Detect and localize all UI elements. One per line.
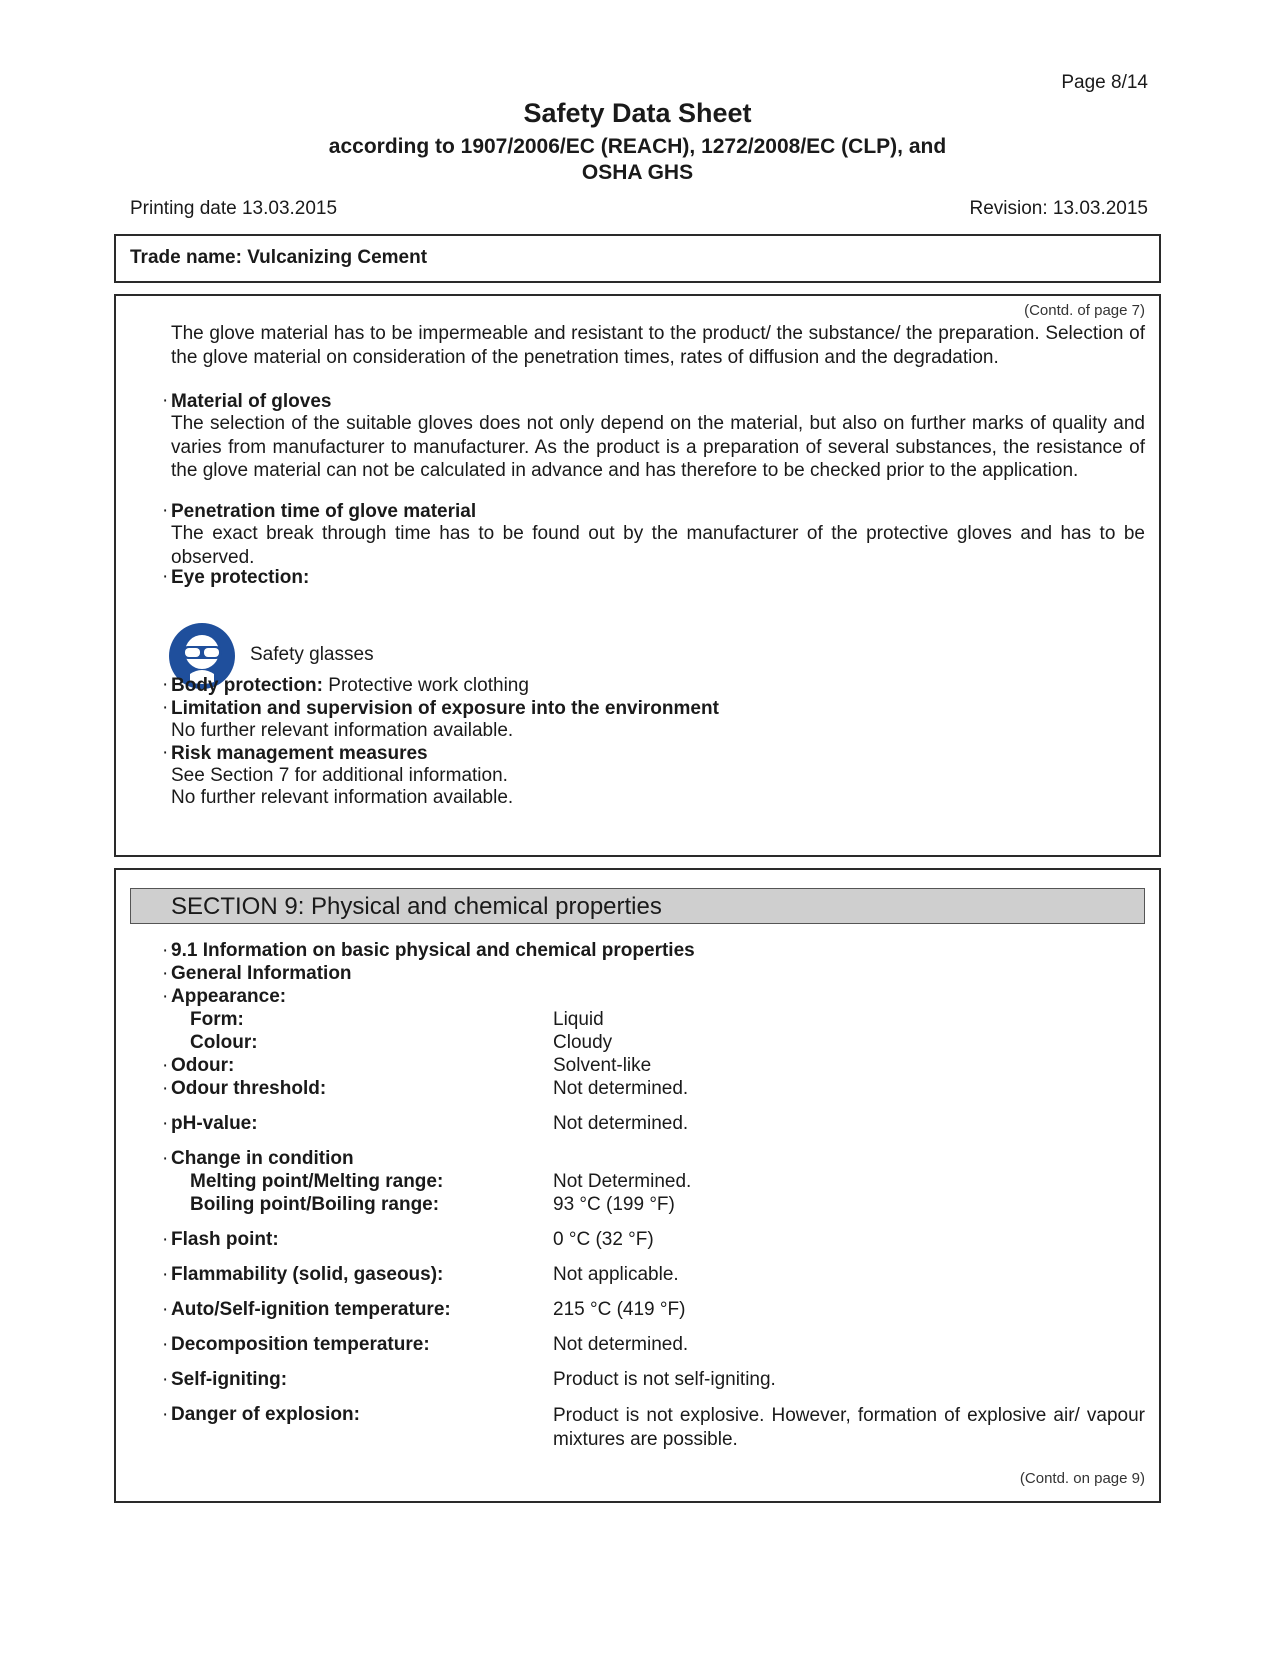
bullet: ·	[162, 1113, 169, 1134]
bullet: ·	[162, 1299, 169, 1320]
bullet: ·	[162, 674, 169, 695]
property-value: Liquid	[553, 1009, 604, 1030]
bullet: ·	[162, 1264, 169, 1285]
penetration-time-heading: Penetration time of glove material	[171, 501, 477, 522]
bullet: ·	[162, 1404, 169, 1425]
bullet: ·	[162, 500, 169, 521]
section-8-continuation	[114, 294, 1161, 857]
property-label: Form:	[190, 1009, 244, 1030]
contd-of-page: (Contd. of page 7)	[1024, 302, 1145, 319]
environment-exposure-heading: Limitation and supervision of exposure into the environment	[171, 698, 719, 719]
material-of-gloves-heading: Material of gloves	[171, 391, 332, 412]
property-value: Product is not explosive. However, formation of explosive air/ vapour mixtures are possible.	[553, 1405, 1145, 1450]
bullet: ·	[162, 986, 169, 1007]
property-label: Boiling point/Boiling range:	[190, 1194, 440, 1215]
bullet: ·	[162, 1078, 169, 1099]
glove-material-paragraph: The glove material has to be impermeable and resistant to the product/ the substance/ the preparation. Selection of the glove material on consideration of the penetration times, rates of diffusion and the degradation.	[171, 323, 1145, 368]
property-value: 93 °C (199 °F)	[553, 1194, 675, 1215]
material-of-gloves-paragraph: The selection of the suitable gloves does not only depend on the material, but also on further marks of quality and varies from manufacturer to manufacturer. As the product is a preparation of several substances, the resistance of the glove material can not be calculated in advance and has therefore to be checked prior to the application.	[171, 413, 1145, 481]
body-protection-heading: Body protection:	[171, 675, 323, 696]
property-value: Product is not self-igniting.	[553, 1369, 776, 1390]
property-value: Solvent-like	[553, 1055, 652, 1076]
risk-management-value-2: No further relevant information available.	[171, 787, 514, 808]
penetration-time-paragraph: The exact break through time has to be found out by the manufacturer of the protective gloves and has to be observed.	[171, 523, 1145, 568]
contd-on-page: (Contd. on page 9)	[1019, 1470, 1145, 1487]
page-number: Page 8/14	[1061, 72, 1148, 93]
section-9	[114, 868, 1161, 1503]
bullet: ·	[162, 566, 169, 587]
environment-exposure-value: No further relevant information available.	[171, 720, 514, 741]
sub-section-9-1: 9.1 Information on basic physical and chemical properties	[171, 940, 695, 961]
document-title: Safety Data Sheet	[523, 98, 752, 128]
property-label: Colour:	[190, 1032, 258, 1053]
body-protection-value: Protective work clothing	[323, 675, 529, 696]
trade-name: Trade name: Vulcanizing Cement	[130, 247, 428, 268]
bullet: ·	[162, 697, 169, 718]
eye-protection-heading: Eye protection:	[171, 567, 310, 588]
subtitle-line-2: OSHA GHS	[581, 161, 694, 184]
bullet: ·	[162, 1369, 169, 1390]
section-9-header	[130, 888, 1145, 924]
bullet: ·	[162, 1334, 169, 1355]
property-value: Not determined.	[553, 1113, 689, 1134]
property-label: Danger of explosion:	[171, 1404, 360, 1425]
bullet: ·	[162, 1148, 169, 1169]
property-label: Flammability (solid, gaseous):	[171, 1264, 444, 1285]
property-label: Odour threshold:	[171, 1078, 327, 1099]
property-label: Self-igniting:	[171, 1369, 288, 1390]
bullet: ·	[162, 1055, 169, 1076]
printing-date: Printing date 13.03.2015	[130, 198, 338, 219]
bullet: ·	[162, 940, 169, 961]
property-label: pH-value:	[171, 1113, 258, 1134]
revision-date: Revision: 13.03.2015	[969, 198, 1148, 219]
bullet: ·	[162, 742, 169, 763]
property-label: Auto/Self-ignition temperature:	[171, 1299, 451, 1320]
general-information: General Information	[171, 963, 352, 984]
safety-glasses-label: Safety glasses	[250, 644, 374, 665]
property-label: Decomposition temperature:	[171, 1334, 430, 1355]
property-label: Change in condition	[171, 1148, 354, 1169]
property-value: Not determined.	[553, 1334, 689, 1355]
trade-name-box	[114, 234, 1161, 283]
property-value: Cloudy	[553, 1032, 613, 1053]
section-9-title: SECTION 9: Physical and chemical properties	[171, 893, 662, 920]
property-label: Flash point:	[171, 1229, 279, 1250]
property-value: 215 °C (419 °F)	[553, 1299, 686, 1320]
bullet: ·	[162, 390, 169, 411]
property-value: 0 °C (32 °F)	[553, 1229, 654, 1250]
body-protection-line	[171, 674, 529, 697]
property-label: Odour:	[171, 1055, 235, 1076]
risk-management-heading: Risk management measures	[171, 743, 428, 764]
property-label: Melting point/Melting range:	[190, 1171, 444, 1192]
property-value: Not Determined.	[553, 1171, 692, 1192]
bullet: ·	[162, 963, 169, 984]
subtitle-line-1: according to 1907/2006/EC (REACH), 1272/2008/EC (CLP), and	[328, 135, 947, 158]
property-value: Not determined.	[553, 1078, 689, 1099]
bullet: ·	[162, 1229, 169, 1250]
property-value: Not applicable.	[553, 1264, 679, 1285]
document-subtitle	[0, 134, 1275, 186]
appearance-label: Appearance:	[171, 986, 287, 1007]
risk-management-value-1: See Section 7 for additional information.	[171, 765, 508, 786]
